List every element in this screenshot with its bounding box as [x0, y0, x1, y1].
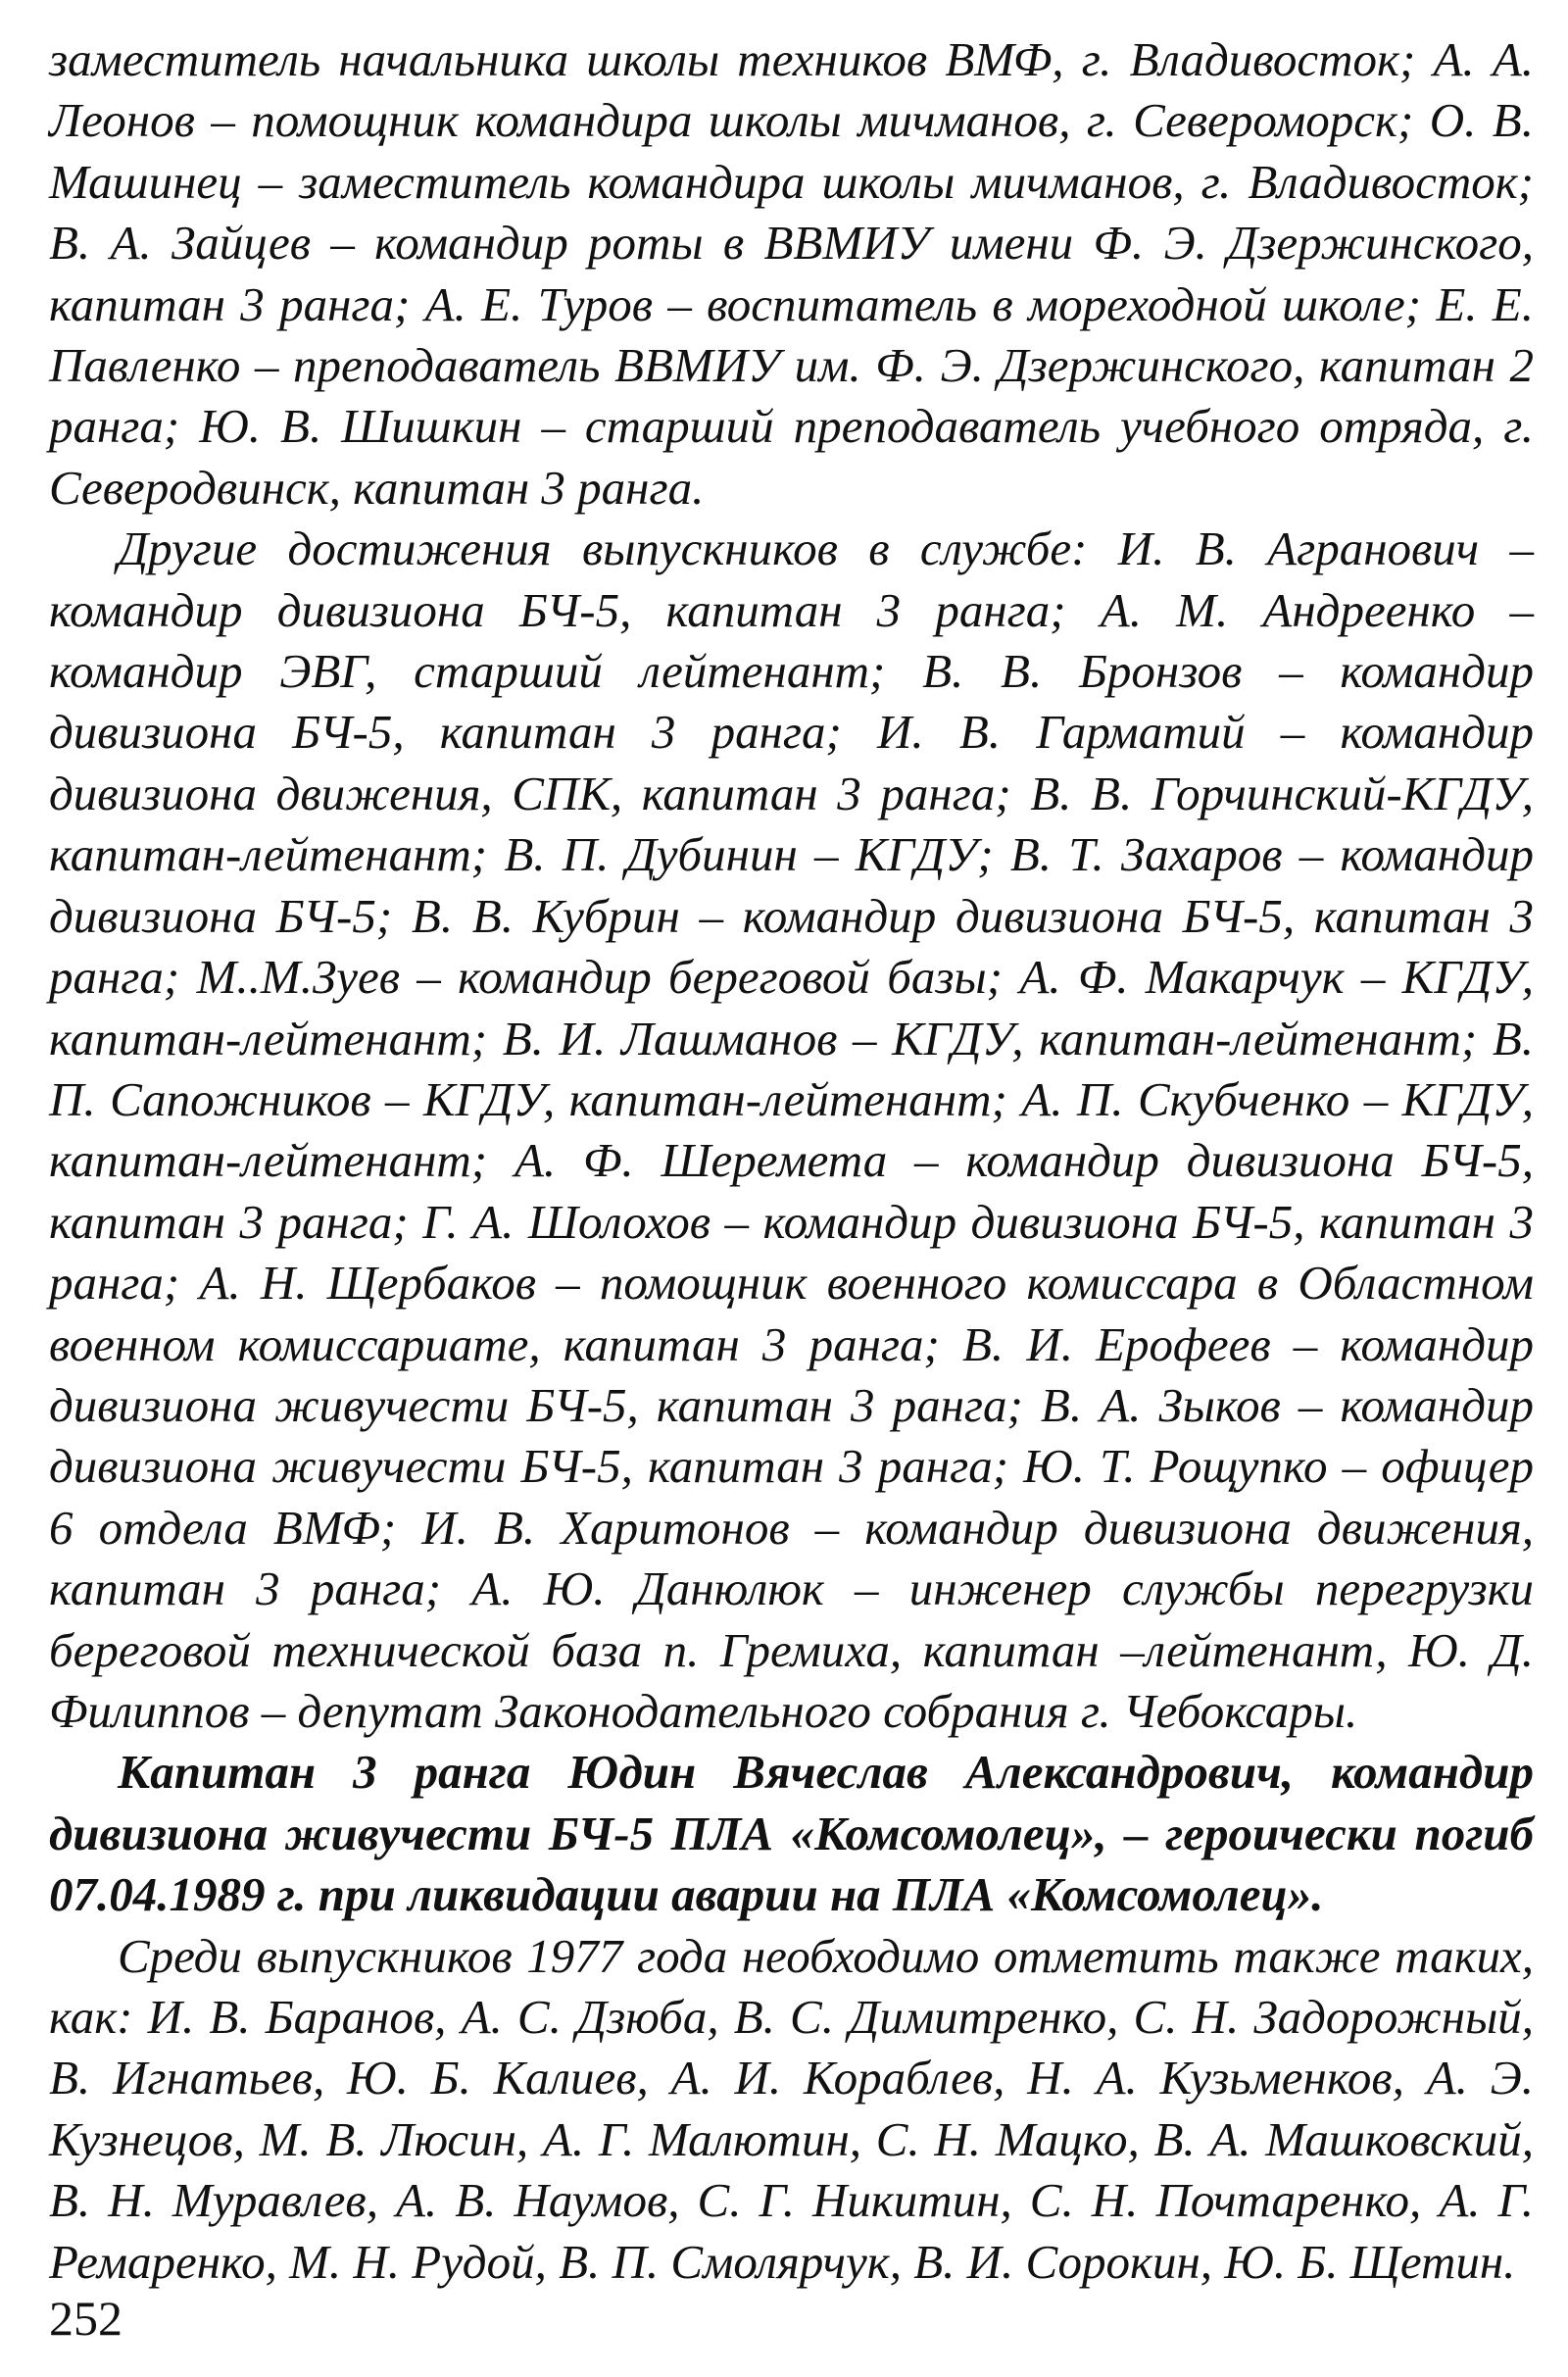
paragraph-yudin-memorial: Капитан 3 ранга Юдин Вячеслав Александрович, командир дивизиона живучести БЧ-5 ПЛА «Комсомолец», – героически погиб 07.04.1989 г. при ликвидации аварии на ПЛА «Комсомолец».	[49, 1745, 1534, 1922]
page-number: 252	[49, 2291, 122, 2346]
paragraph-staff-positions: заместитель начальника школы техников ВМФ, г. Владивосток; А. А. Леонов – помощник командира школы мичманов, г. Североморск; О. В. Машинец – заместитель командира школы мичманов, г. Владивосток; В. А. Зайцев – командир роты в ВВМИУ имени Ф. Э. Дзержинского, капитан 3 ранга; А. Е. Туров – воспитатель в мореходной школе; Е. Е. Павленко – преподаватель ВВМИУ им. Ф. Э. Дзержинского, капитан 2 ранга; Ю. В. Шишкин – старший преподаватель учебного отряда, г. Северодвинск, капитан 3 ранга.	[49, 32, 1534, 515]
paragraph-graduate-achievements: Другие достижения выпускников в службе: И. В. Агранович – командир дивизиона БЧ-5, капитан 3 ранга; А. М. Андреенко – командир ЭВГ, старший лейтенант; В. В. Бронзов – командир дивизиона БЧ-5, капитан 3 ранга; И. В. Гарматий – командир дивизиона движения, СПК, капитан 3 ранга; В. В. Горчинский-КГДУ, капитан-лейтенант; В. П. Дубинин – КГДУ; В. Т. Захаров – командир дивизиона БЧ-5; В. В. Кубрин – командир дивизиона БЧ-5, капитан 3 ранга; М..М.Зуев – командир береговой базы; А. Ф. Макарчук – КГДУ, капитан-лейтенант; В. И. Лашманов – КГДУ, капитан-лейтенант; В. П. Сапожников – КГДУ, капитан-лейтенант; А. П. Скубченко – КГДУ, капитан-лейтенант; А. Ф. Шеремета – командир дивизиона БЧ-5, капитан 3 ранга; Г. А. Шолохов – командир дивизиона БЧ-5, капитан 3 ранга; А. Н. Щербаков – помощник военного комиссара в Областном военном комиссариате, капитан 3 ранга; В. И. Ерофеев – командир дивизиона живучести БЧ-5, капитан 3 ранга; В. А. Зыков – командир дивизиона живучести БЧ-5, капитан 3 ранга; Ю. Т. Рощупко – офицер 6 отдела ВМФ; И. В. Харитонов – командир дивизиона движения, капитан 3 ранга; А. Ю. Данюлюк – инженер службы перегрузки береговой технической база п. Гремиха, капитан –лейтенант, Ю. Д. Филиппов – депутат Законодательного собрания г. Чебоксары.	[49, 521, 1534, 1738]
paragraph-graduates-1977: Среди выпускников 1977 года необходимо отметить также таких, как: И. В. Баранов, А. С. Дзюба, В. С. Димитренко, С. Н. Задорожный, В. Игнатьев, Ю. Б. Калиев, А. И. Кораблев, Н. А. Кузьменков, А. Э. Кузнецов, М. В. Люсин, А. Г. Малютин, С. Н. Мацко, В. А. Машковский, В. Н. Муравлев, А. В. Наумов, С. Г. Никитин, С. Н. Почтаренко, А. Г. Ремаренко, М. Н. Рудой, В. П. Смолярчук, В. И. Сорокин, Ю. Б. Щетин.	[49, 1928, 1534, 2289]
book-page	[49, 29, 1534, 2362]
